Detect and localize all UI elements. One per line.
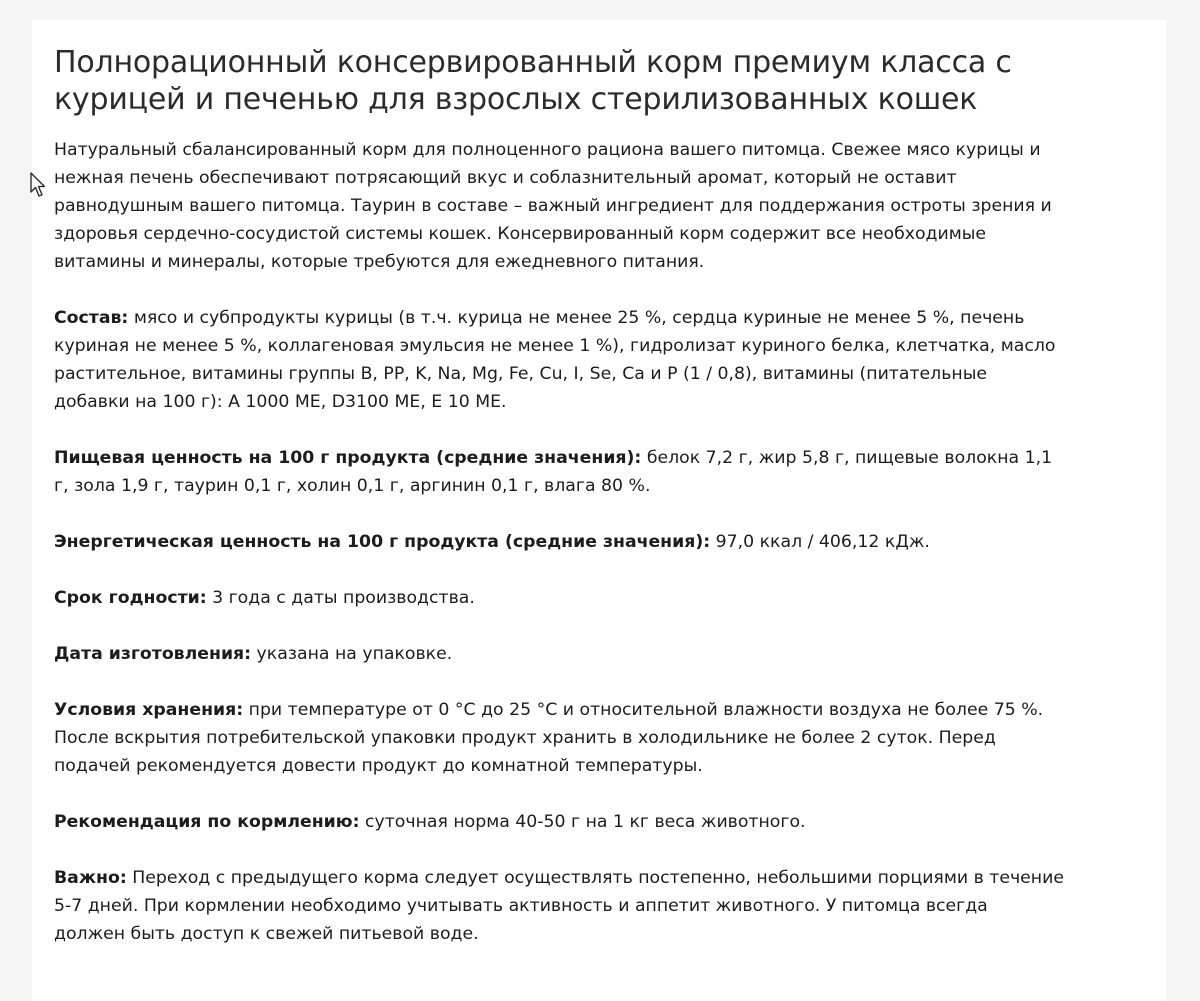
page-title: Полнорационный консервированный корм премиум класса с курицей и печенью для взрослых стерилизованных кошек <box>54 45 1012 117</box>
shelf-life-label: Срок годности: <box>54 588 207 608</box>
product-description <box>54 44 1064 976</box>
shelf-life-paragraph <box>54 584 1064 612</box>
manufacture-date-label: Дата изготовления: <box>54 644 252 664</box>
nutrition-paragraph <box>54 444 1064 500</box>
storage-paragraph <box>54 696 1064 780</box>
feeding-label: Рекомендация по кормлению: <box>54 812 360 832</box>
feeding-text: суточная норма 40-50 г на 1 кг веса животного. <box>359 812 806 832</box>
nutrition-label: Пищевая ценность на 100 г продукта (средние значения): <box>54 448 642 468</box>
important-paragraph <box>54 864 1064 948</box>
storage-label: Условия хранения: <box>54 700 244 720</box>
energy-text: 97,0 ккал / 406,12 кДж. <box>710 532 930 552</box>
document-page <box>32 20 1166 1001</box>
intro-paragraph: Натуральный сбалансированный корм для полноценного рациона вашего питомца. Свежее мясо курицы и нежная печень обеспечивают потрясающий вкус и соблазнительный аромат, который не оставит равнодушным вашего питомца. Таурин в составе – важный ингредиент для поддержания остроты зрения и здоровья сердечно-сосудистой системы кошек. Консервированный корм содержит все необходимые витамины и минералы, которые требуются для ежедневного питания. <box>54 140 1052 272</box>
nutrition-text: белок 7,2 г, жир 5,8 г, пищевые волокна 1,1 г, зола 1,9 г, таурин 0,1 г, холин 0,1 г, аргинин 0,1 г, влага 80 %. <box>54 448 1053 496</box>
important-text: Переход с предыдущего корма следует осуществлять постепенно, небольшими порциями в течение 5-7 дней. При кормлении необходимо учитывать активность и аппетит животного. У питомца всегда должен быть доступ к свежей питьевой воде. <box>54 868 1064 944</box>
energy-label: Энергетическая ценность на 100 г продукта (средние значения): <box>54 532 711 552</box>
energy-paragraph <box>54 528 1064 556</box>
manufacture-date-paragraph <box>54 640 1064 668</box>
shelf-life-text: 3 года с даты производства. <box>206 588 475 608</box>
storage-text: при температуре от 0 °C до 25 °C и относительной влажности воздуха не более 75 %. После вскрытия потребительской упаковки продукт хранить в холодильнике не более 2 суток. Перед подачей рекомендуется довести продукт до комнатной температуры. <box>54 700 1044 776</box>
composition-text: мясо и субпродукты курицы (в т.ч. курица не менее 25 %, сердца куриные не менее 5 %, печень куриная не менее 5 %, коллагеновая эмульсия не менее 1 %), гидролизат куриного белка, клетчатка, масло растительное, витамины группы B, PP, K, Na, Mg, Fe, Cu, I, Se, Ca и P (1 / 0,8), витамины (питательные добавки на 100 г): A 1000 ME, D3100 ME, E 10 ME. <box>54 308 1056 412</box>
composition-paragraph <box>54 304 1064 416</box>
composition-label: Состав: <box>54 308 129 328</box>
feeding-paragraph <box>54 808 1064 836</box>
important-label: Важно: <box>54 868 127 888</box>
mouse-pointer-icon <box>30 172 48 198</box>
manufacture-date-text: указана на упаковке. <box>251 644 453 664</box>
